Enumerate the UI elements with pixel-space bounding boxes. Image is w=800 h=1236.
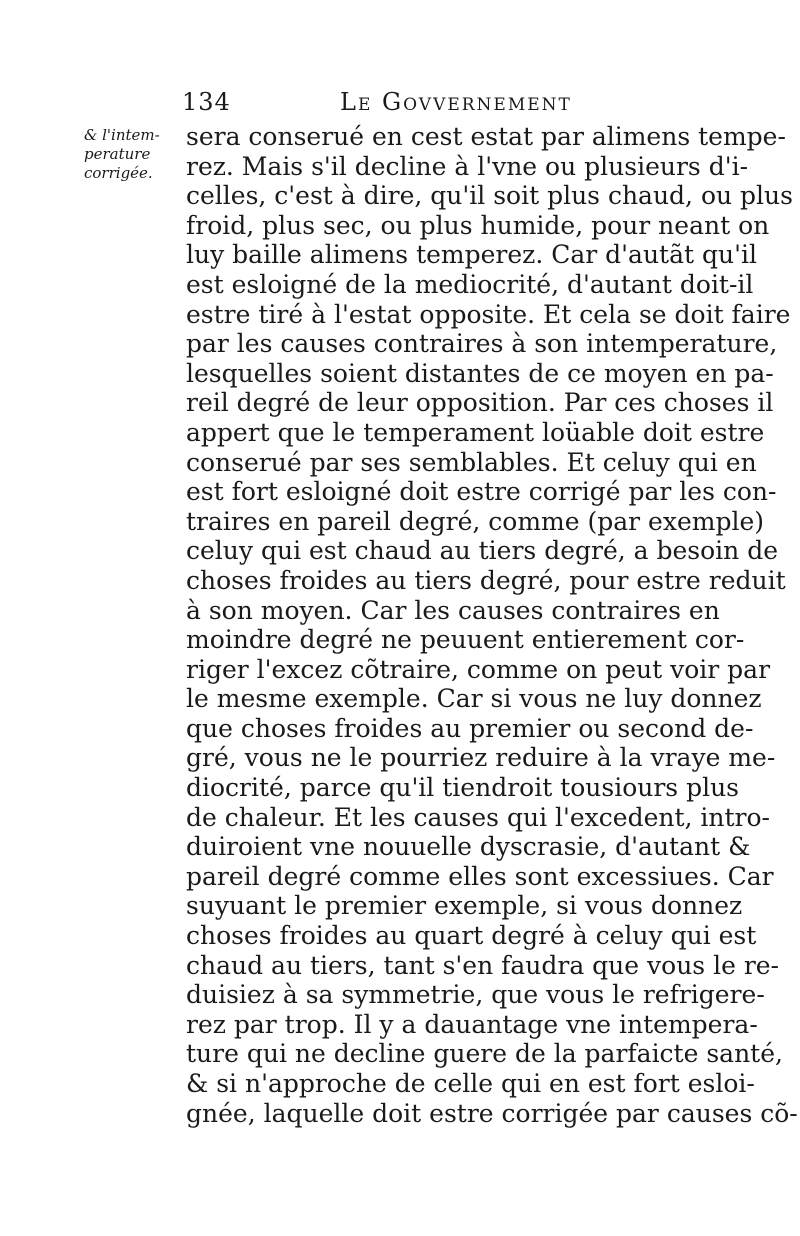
margin-note-line: perature: [84, 145, 151, 163]
text-line: choses froides au tiers degré, pour estre reduit: [186, 565, 786, 595]
margin-note-line: corrigée.: [84, 164, 153, 182]
text-line: par les causes contraires à son intemperature,: [186, 329, 778, 359]
page-number: 134: [182, 88, 231, 116]
text-line: chaud au tiers, tant s'en faudra que vous le re-: [186, 950, 780, 980]
text-line: traires en pareil degré, comme (par exemple): [186, 506, 765, 536]
text-line: & si n'approche de celle qui en est fort esloi-: [186, 1069, 755, 1098]
text-line: le mesme exemple. Car si vous ne luy donnez: [186, 684, 762, 714]
text-line: riger l'excez cõtraire, comme on peut voir par: [186, 654, 771, 684]
text-line: reil degré de leur opposition. Par ces choses il: [186, 388, 774, 418]
text-line: ture qui ne decline guere de la parfaicte santé,: [186, 1039, 783, 1069]
text-line: duiroient vne nouuelle dyscrasie, d'autant &: [186, 832, 751, 862]
running-head: [182, 88, 578, 122]
margin-note: [84, 126, 180, 183]
text-line: choses froides au quart degré à celuy qui est: [186, 921, 757, 951]
text-line: sera conserué en cest estat par alimens tempe-: [186, 122, 786, 151]
text-line: celles, c'est à dire, qu'il soit plus chaud, ou plus: [186, 181, 793, 211]
text-line: gré, vous ne le pourriez reduire à la vraye me-: [186, 743, 776, 773]
text-line: rez. Mais s'il decline à l'vne ou plusieurs d'i-: [186, 151, 749, 181]
text-line: celuy qui est chaud au tiers degré, a besoin de: [186, 536, 779, 566]
text-line: gnée, laquelle doit estre corrigée par causes cõ-: [186, 1098, 798, 1128]
margin-note-line: & l'intem-: [84, 126, 160, 144]
body-text: [186, 122, 798, 1128]
text-line: lesquelles soient distantes de ce moyen en pa-: [186, 358, 774, 388]
text-line: rez par trop. Il y a dauantage vne intempera-: [186, 1009, 758, 1039]
running-title: Le Govvernement: [340, 88, 572, 116]
text-line: à son moyen. Car les causes contraires en: [186, 595, 720, 625]
text-line: suyuant le premier exemple, si vous donnez: [186, 891, 743, 921]
text-line: de chaleur. Et les causes qui l'excedent, intro-: [186, 802, 770, 832]
text-line: moindre degré ne peuuent entierement cor-: [186, 625, 745, 655]
text-line: appert que le temperament loüable doit estre: [186, 417, 765, 447]
text-line: est esloigné de la mediocrité, d'autant doit-il: [186, 269, 754, 299]
text-line: estre tiré à l'estat opposite. Et cela se doit faire: [186, 299, 791, 329]
text-line: est fort esloigné doit estre corrigé par les con-: [186, 477, 777, 507]
text-line: duisiez à sa symmetrie, que vous le refrigere-: [186, 980, 765, 1010]
text-line: conserué par ses semblables. Et celuy qui en: [186, 447, 757, 477]
text-line: diocrité, parce qu'il tiendroit tousiours plus: [186, 773, 740, 803]
text-line: luy baille alimens temperez. Car d'autãt qu'il: [186, 240, 757, 270]
text-line: froid, plus sec, ou plus humide, pour neant on: [186, 210, 770, 240]
text-line: pareil degré comme elles sont excessiues. Car: [186, 861, 774, 891]
text-line: que choses froides au premier ou second de-: [186, 713, 754, 743]
